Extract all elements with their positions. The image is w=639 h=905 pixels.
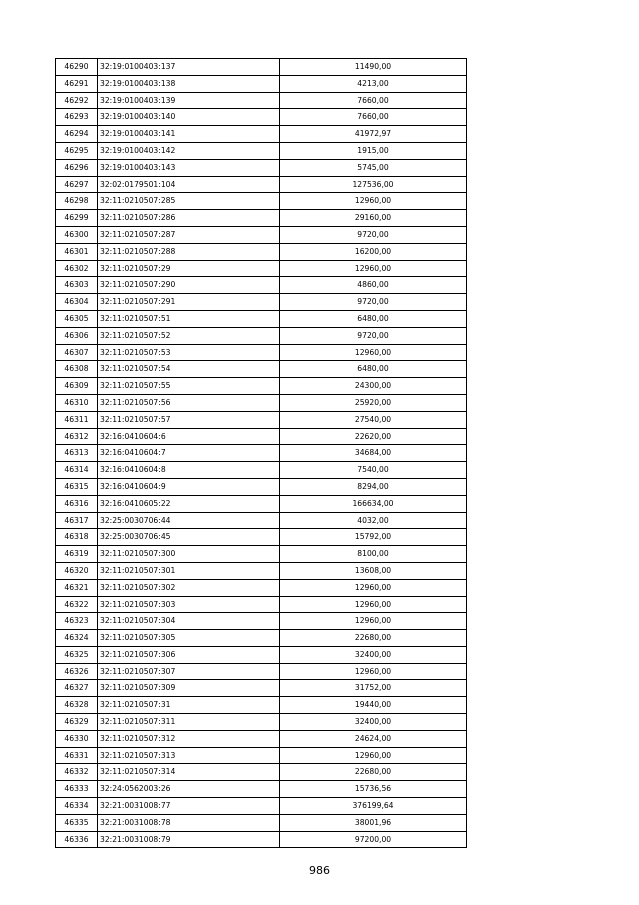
value-cell: 97200,00 [280,831,467,848]
cadastral-number-cell: 32:11:0210507:290 [98,277,280,294]
table-row [56,126,467,143]
cadastral-number-cell: 32:11:0210507:311 [98,714,280,731]
row-number-cell: 46305 [56,310,98,327]
table-row [56,159,467,176]
row-number-cell: 46332 [56,764,98,781]
cadastral-number-cell: 32:02:0179501:104 [98,176,280,193]
value-cell: 9720,00 [280,327,467,344]
cadastral-number-cell: 32:16:0410604:8 [98,462,280,479]
table-row [56,495,467,512]
row-number-cell: 46306 [56,327,98,344]
value-cell: 22680,00 [280,630,467,647]
table-row [56,579,467,596]
table-row [56,764,467,781]
cadastral-number-cell: 32:25:0030706:45 [98,529,280,546]
value-cell: 24300,00 [280,378,467,395]
row-number-cell: 46320 [56,562,98,579]
cadastral-number-cell: 32:11:0210507:31 [98,697,280,714]
table-row [56,243,467,260]
cadastral-number-cell: 32:11:0210507:57 [98,411,280,428]
value-cell: 24624,00 [280,730,467,747]
row-number-cell: 46311 [56,411,98,428]
cadastral-number-cell: 32:11:0210507:305 [98,630,280,647]
table-row [56,260,467,277]
row-number-cell: 46314 [56,462,98,479]
cadastral-number-cell: 32:11:0210507:300 [98,546,280,563]
value-cell: 9720,00 [280,226,467,243]
value-cell: 7660,00 [280,92,467,109]
table-row [56,75,467,92]
value-cell: 12960,00 [280,596,467,613]
cadastral-number-cell: 32:24:0562003:26 [98,781,280,798]
cadastral-number-cell: 32:11:0210507:285 [98,193,280,210]
cadastral-number-cell: 32:19:0100403:143 [98,159,280,176]
table-row [56,680,467,697]
value-cell: 376199,64 [280,798,467,815]
row-number-cell: 46303 [56,277,98,294]
value-cell: 27540,00 [280,411,467,428]
table-row [56,831,467,848]
value-cell: 15736,56 [280,781,467,798]
row-number-cell: 46295 [56,142,98,159]
value-cell: 8294,00 [280,478,467,495]
page-number: 986 [309,864,330,877]
row-number-cell: 46319 [56,546,98,563]
row-number-cell: 46317 [56,512,98,529]
cadastral-number-cell: 32:11:0210507:56 [98,394,280,411]
table-row [56,210,467,227]
table-row [56,394,467,411]
value-cell: 31752,00 [280,680,467,697]
table-row [56,798,467,815]
data-table [55,58,467,848]
value-cell: 32400,00 [280,714,467,731]
cadastral-number-cell: 32:11:0210507:51 [98,310,280,327]
value-cell: 41972,97 [280,126,467,143]
row-number-cell: 46309 [56,378,98,395]
row-number-cell: 46291 [56,75,98,92]
row-number-cell: 46330 [56,730,98,747]
row-number-cell: 46331 [56,747,98,764]
table-row [56,59,467,76]
row-number-cell: 46333 [56,781,98,798]
table-row [56,344,467,361]
row-number-cell: 46322 [56,596,98,613]
value-cell: 166634,00 [280,495,467,512]
table-row [56,411,467,428]
cadastral-number-cell: 32:11:0210507:303 [98,596,280,613]
value-cell: 6480,00 [280,361,467,378]
table-row [56,294,467,311]
value-cell: 22620,00 [280,428,467,445]
row-number-cell: 46294 [56,126,98,143]
value-cell: 12960,00 [280,613,467,630]
value-cell: 7540,00 [280,462,467,479]
value-cell: 15792,00 [280,529,467,546]
cadastral-number-cell: 32:11:0210507:314 [98,764,280,781]
value-cell: 32400,00 [280,646,467,663]
row-number-cell: 46334 [56,798,98,815]
value-cell: 4860,00 [280,277,467,294]
row-number-cell: 46326 [56,663,98,680]
row-number-cell: 46315 [56,478,98,495]
row-number-cell: 46308 [56,361,98,378]
cadastral-number-cell: 32:11:0210507:53 [98,344,280,361]
table-row [56,478,467,495]
cadastral-number-cell: 32:11:0210507:301 [98,562,280,579]
cadastral-number-cell: 32:16:0410604:6 [98,428,280,445]
cadastral-number-cell: 32:11:0210507:286 [98,210,280,227]
row-number-cell: 46327 [56,680,98,697]
table-row [56,714,467,731]
row-number-cell: 46290 [56,59,98,76]
table-row [56,361,467,378]
table-row [56,226,467,243]
cadastral-number-cell: 32:11:0210507:307 [98,663,280,680]
row-number-cell: 46321 [56,579,98,596]
row-number-cell: 46299 [56,210,98,227]
value-cell: 4032,00 [280,512,467,529]
cadastral-number-cell: 32:21:0031008:77 [98,798,280,815]
table-row [56,92,467,109]
table-row [56,529,467,546]
cadastral-number-cell: 32:21:0031008:78 [98,814,280,831]
table-row [56,630,467,647]
value-cell: 12960,00 [280,747,467,764]
cadastral-number-cell: 32:11:0210507:306 [98,646,280,663]
value-cell: 22680,00 [280,764,467,781]
cadastral-number-cell: 32:16:0410604:9 [98,478,280,495]
cadastral-number-cell: 32:19:0100403:142 [98,142,280,159]
row-number-cell: 46296 [56,159,98,176]
row-number-cell: 46318 [56,529,98,546]
table-row [56,781,467,798]
row-number-cell: 46298 [56,193,98,210]
cadastral-number-cell: 32:21:0031008:79 [98,831,280,848]
table-body [56,59,467,848]
table-row [56,646,467,663]
table-row [56,512,467,529]
row-number-cell: 46293 [56,109,98,126]
value-cell: 11490,00 [280,59,467,76]
value-cell: 12960,00 [280,344,467,361]
row-number-cell: 46336 [56,831,98,848]
table-row [56,428,467,445]
table-row [56,109,467,126]
cadastral-number-cell: 32:19:0100403:141 [98,126,280,143]
row-number-cell: 46310 [56,394,98,411]
table-row [56,277,467,294]
table-row [56,697,467,714]
row-number-cell: 46325 [56,646,98,663]
cadastral-number-cell: 32:19:0100403:138 [98,75,280,92]
table-row [56,596,467,613]
value-cell: 9720,00 [280,294,467,311]
value-cell: 1915,00 [280,142,467,159]
table-row [56,462,467,479]
cadastral-number-cell: 32:11:0210507:288 [98,243,280,260]
row-number-cell: 46301 [56,243,98,260]
row-number-cell: 46316 [56,495,98,512]
row-number-cell: 46312 [56,428,98,445]
cadastral-number-cell: 32:19:0100403:140 [98,109,280,126]
table-row [56,378,467,395]
cadastral-number-cell: 32:11:0210507:309 [98,680,280,697]
table-row [56,546,467,563]
value-cell: 16200,00 [280,243,467,260]
value-cell: 127536,00 [280,176,467,193]
table-row [56,310,467,327]
table-row [56,613,467,630]
value-cell: 12960,00 [280,260,467,277]
row-number-cell: 46313 [56,445,98,462]
value-cell: 4213,00 [280,75,467,92]
row-number-cell: 46300 [56,226,98,243]
cadastral-number-cell: 32:11:0210507:287 [98,226,280,243]
value-cell: 12960,00 [280,193,467,210]
value-cell: 8100,00 [280,546,467,563]
cadastral-number-cell: 32:11:0210507:55 [98,378,280,395]
cadastral-number-cell: 32:16:0410604:7 [98,445,280,462]
value-cell: 25920,00 [280,394,467,411]
cadastral-number-cell: 32:11:0210507:291 [98,294,280,311]
table-row [56,445,467,462]
value-cell: 34684,00 [280,445,467,462]
cadastral-number-cell: 32:25:0030706:44 [98,512,280,529]
cadastral-number-cell: 32:11:0210507:52 [98,327,280,344]
value-cell: 12960,00 [280,663,467,680]
table-row [56,730,467,747]
value-cell: 7660,00 [280,109,467,126]
table-row [56,747,467,764]
row-number-cell: 46328 [56,697,98,714]
row-number-cell: 46292 [56,92,98,109]
row-number-cell: 46335 [56,814,98,831]
value-cell: 29160,00 [280,210,467,227]
cadastral-number-cell: 32:11:0210507:29 [98,260,280,277]
value-cell: 13608,00 [280,562,467,579]
row-number-cell: 46329 [56,714,98,731]
row-number-cell: 46304 [56,294,98,311]
cadastral-number-cell: 32:19:0100403:139 [98,92,280,109]
cadastral-number-cell: 32:11:0210507:312 [98,730,280,747]
cadastral-number-cell: 32:11:0210507:54 [98,361,280,378]
value-cell: 12960,00 [280,579,467,596]
cadastral-number-cell: 32:16:0410605:22 [98,495,280,512]
table-row [56,327,467,344]
row-number-cell: 46307 [56,344,98,361]
value-cell: 6480,00 [280,310,467,327]
row-number-cell: 46297 [56,176,98,193]
table-row [56,142,467,159]
cadastral-number-cell: 32:11:0210507:313 [98,747,280,764]
table-row [56,814,467,831]
table-row [56,663,467,680]
row-number-cell: 46323 [56,613,98,630]
row-number-cell: 46302 [56,260,98,277]
table-row [56,176,467,193]
cadastral-number-cell: 32:11:0210507:302 [98,579,280,596]
row-number-cell: 46324 [56,630,98,647]
table-row [56,193,467,210]
value-cell: 38001,96 [280,814,467,831]
value-cell: 5745,00 [280,159,467,176]
value-cell: 19440,00 [280,697,467,714]
table-row [56,562,467,579]
cadastral-number-cell: 32:19:0100403:137 [98,59,280,76]
cadastral-number-cell: 32:11:0210507:304 [98,613,280,630]
